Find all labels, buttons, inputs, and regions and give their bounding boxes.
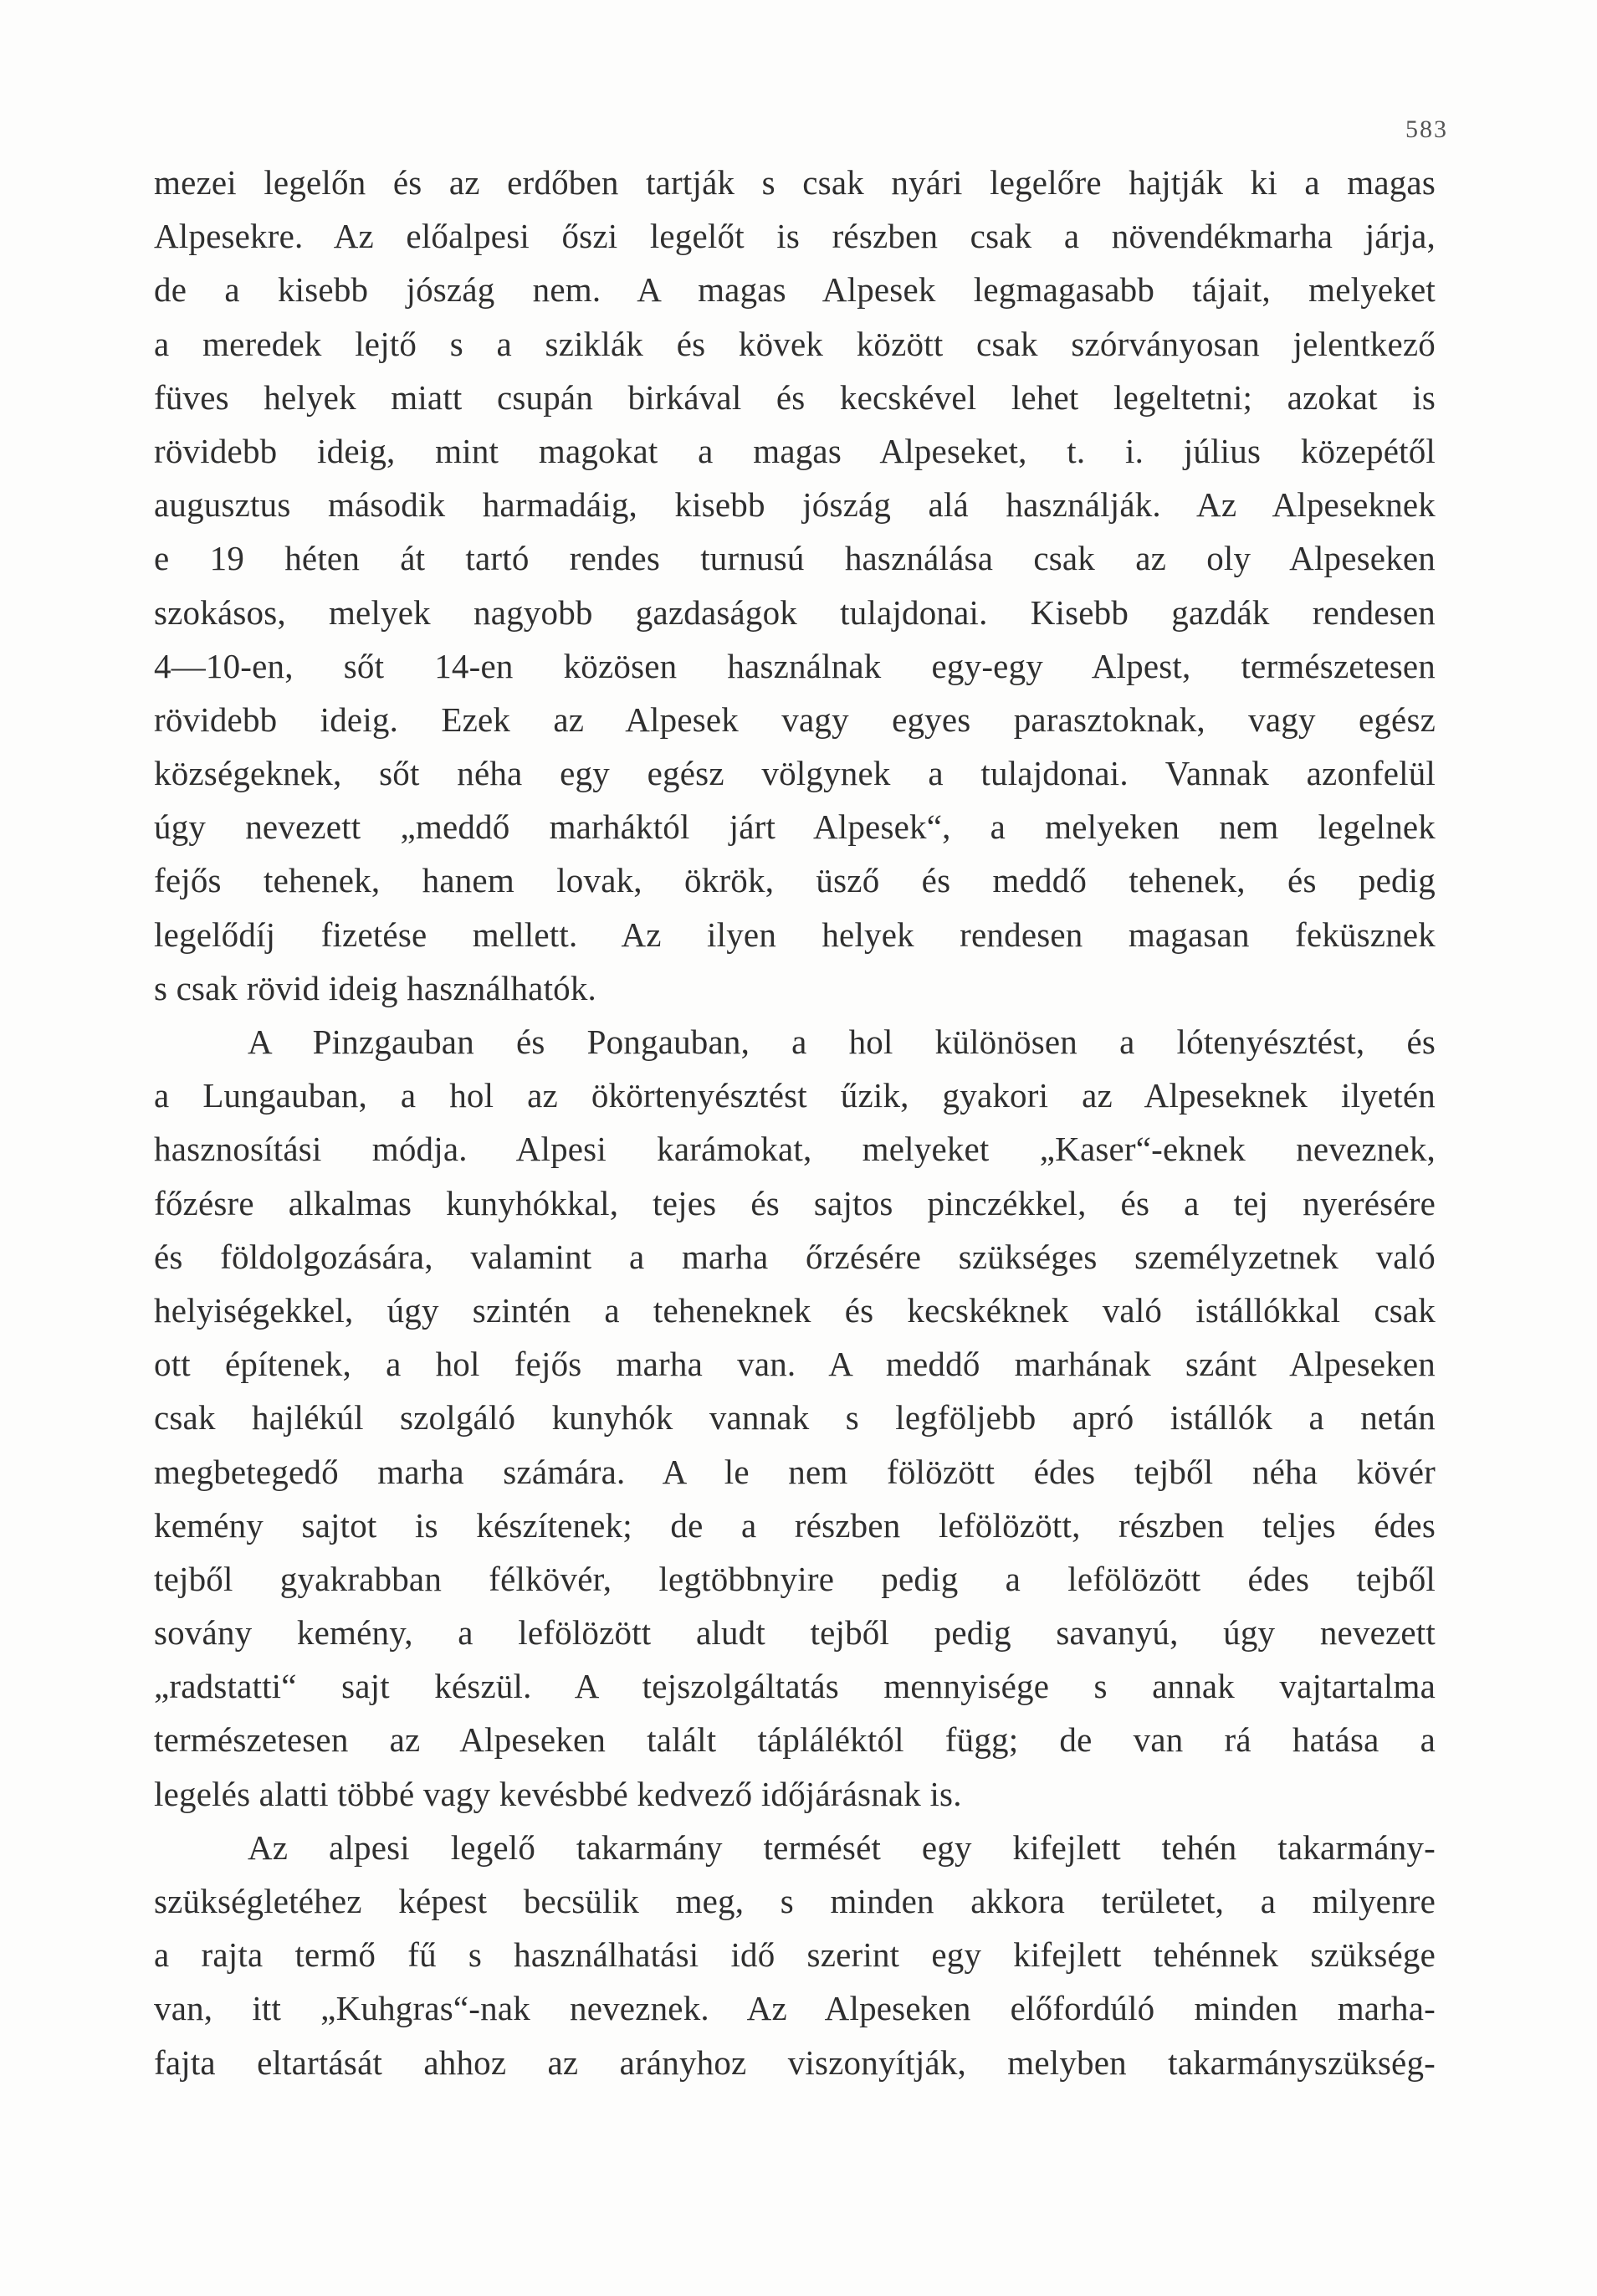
text-line: de a kisebb jószág nem. A magas Alpesek legmagasabb tájait, melyeket [154, 270, 1436, 310]
text-line: mezei legelőn és az erdőben tartják s csak nyári legelőre hajtják ki a magas [154, 163, 1436, 202]
page-number: 583 [1405, 115, 1448, 143]
text-line: van, itt „Kuhgras“-nak neveznek. Az Alpeseken előfordúló minden marha- [154, 1989, 1436, 2028]
text-line: és földolgozására, valamint a marha őrzésére szükséges személyzetnek való [154, 1237, 1436, 1276]
text-line: legelés alatti többé vagy kevésbbé kedvező időjárásnak is. [154, 1774, 962, 1813]
text-line: A Pinzgauban és Pongauban, a hol különösen a lótenyésztést, és [248, 1022, 1436, 1061]
text-line: sovány kemény, a lefölözött aludt tejből pedig savanyú, úgy nevezett [154, 1613, 1436, 1653]
text-line: 4—10-en, sőt 14-en közösen használnak egy-egy Alpest, természetesen [154, 646, 1436, 685]
text-line: szokásos, melyek nagyobb gazdaságok tulajdonai. Kisebb gazdák rendesen [154, 592, 1436, 632]
text-line: tejből gyakrabban félkövér, legtöbbnyire pedig a lefölözött édes tejből [154, 1559, 1436, 1598]
text-line: hasznosítási módja. Alpesi karámokat, melyeket „Kaser“-eknek neveznek, [154, 1130, 1436, 1169]
text-line: Az alpesi legelő takarmány termését egy kifejlett tehén takarmány- [248, 1827, 1436, 1867]
text-line: megbetegedő marha számára. A le nem fölözött édes tejből néha kövér [154, 1452, 1436, 1491]
text-line: füves helyek miatt csupán birkával és kecskével lehet legeltetni; azokat is [154, 377, 1436, 417]
text-line: „radstatti“ sajt készül. A tejszolgáltatás mennyisége s annak vajtartalma [154, 1667, 1436, 1706]
text-line: csak hajlékúl szolgáló kunyhók vannak s legföljebb apró istállók a netán [154, 1398, 1436, 1438]
text-line: a rajta termő fű s használhatási idő szerint egy kifejlett tehénnek szüksége [154, 1935, 1436, 1975]
text-line: ott építenek, a hol fejős marha van. A meddő marhának szánt Alpeseken [154, 1345, 1436, 1384]
text-line: főzésre alkalmas kunyhókkal, tejes és sajtos pinczékkel, és a tej nyerésére [154, 1183, 1436, 1222]
text-line: fejős tehenek, hanem lovak, ökrök, üsző és meddő tehenek, és pedig [154, 861, 1436, 900]
text-line: Alpesekre. Az előalpesi őszi legelőt is részben csak a növendékmarha járja, [154, 217, 1436, 256]
text-line: augusztus második harmadáig, kisebb jószág alá használják. Az Alpeseknek [154, 485, 1436, 525]
text-line: a Lungauban, a hol az ökörtenyésztést űzik, gyakori az Alpeseknek ilyetén [154, 1076, 1436, 1115]
text-line: helyiségekkel, úgy szintén a teheneknek és kecskéknek való istállókkal csak [154, 1290, 1436, 1330]
text-line: s csak rövid ideig használhatók. [154, 968, 597, 1007]
text-line: e 19 héten át tartó rendes turnusú használása csak az oly Alpeseken [154, 539, 1436, 578]
text-line: rövidebb ideig, mint magokat a magas Alpeseket, t. i. július közepétől [154, 431, 1436, 470]
text-line: kemény sajtot is készítenek; de a részben lefölözött, részben teljes édes [154, 1505, 1436, 1545]
text-line: legelődíj fizetése mellett. Az ilyen helyek rendesen magasan feküsznek [154, 915, 1436, 954]
text-line: rövidebb ideig. Ezek az Alpesek vagy egyes parasztoknak, vagy egész [154, 700, 1436, 739]
text-line: szükségletéhez képest becsülik meg, s minden akkora területet, a milyenre [154, 1882, 1436, 1920]
text-line: természetesen az Alpeseken talált tápláléktól függ; de van rá hatása a [154, 1720, 1436, 1760]
text-line: úgy nevezett „meddő marháktól járt Alpesek“, a melyeken nem legelnek [154, 807, 1436, 847]
text-line: fajta eltartását ahhoz az arányhoz viszonyítják, melyben takarmányszükség- [154, 2042, 1436, 2082]
text-line: a meredek lejtő s a sziklák és kövek között csak szórványosan jelentkező [154, 324, 1436, 363]
body-text [154, 156, 1436, 2089]
text-line: községeknek, sőt néha egy egész völgynek a tulajdonai. Vannak azonfelül [154, 754, 1436, 793]
